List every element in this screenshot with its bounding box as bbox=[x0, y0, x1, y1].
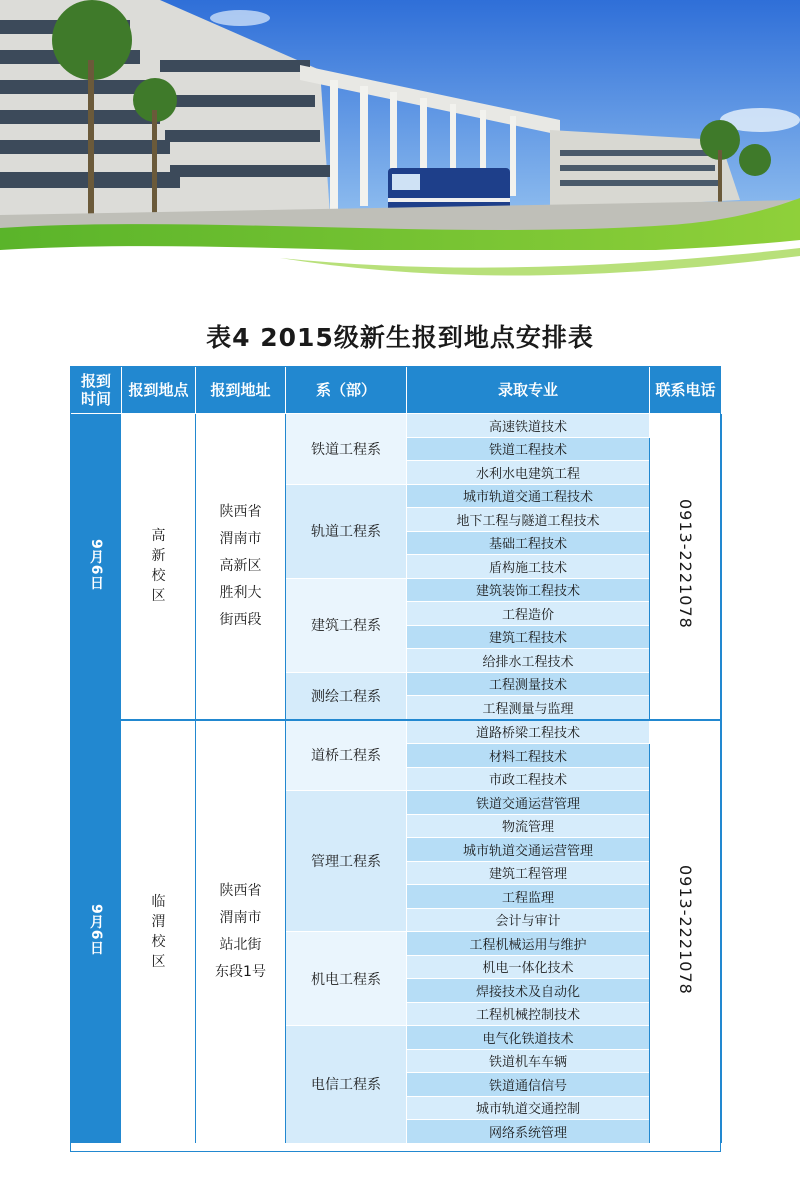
major-name: 市政工程技术 bbox=[407, 767, 650, 791]
major-name: 焊接技术及自动化 bbox=[407, 979, 650, 1003]
major-name: 城市轨道交通控制 bbox=[407, 1096, 650, 1120]
major-name: 物流管理 bbox=[407, 814, 650, 838]
department-name: 机电工程系 bbox=[286, 932, 407, 1026]
major-name: 城市轨道交通工程技术 bbox=[407, 484, 650, 508]
major-name: 工程监理 bbox=[407, 885, 650, 909]
department-name: 电信工程系 bbox=[286, 1026, 407, 1144]
contact-phone-cell bbox=[650, 414, 722, 720]
major-name: 地下工程与隧道工程技术 bbox=[407, 508, 650, 532]
major-name: 建筑装饰工程技术 bbox=[407, 578, 650, 602]
address-cell bbox=[196, 720, 286, 1144]
department-name: 铁道工程系 bbox=[286, 414, 407, 485]
major-name: 给排水工程技术 bbox=[407, 649, 650, 673]
major-name: 工程测量与监理 bbox=[407, 696, 650, 720]
department-name: 轨道工程系 bbox=[286, 484, 407, 578]
major-name: 材料工程技术 bbox=[407, 744, 650, 768]
department-name: 测绘工程系 bbox=[286, 672, 407, 720]
header-place: 报到地点 bbox=[122, 367, 196, 414]
major-name: 工程造价 bbox=[407, 602, 650, 626]
arrival-date: 9月6日 bbox=[88, 903, 104, 956]
major-name: 盾构施工技术 bbox=[407, 555, 650, 579]
major-name: 工程机械控制技术 bbox=[407, 1002, 650, 1026]
department-name: 道桥工程系 bbox=[286, 720, 407, 791]
contact-phone: 0913-2221078 bbox=[676, 499, 695, 630]
arrival-date-cell bbox=[71, 720, 122, 1144]
major-name: 铁道交通运营管理 bbox=[407, 791, 650, 815]
contact-phone: 0913-2221078 bbox=[676, 864, 695, 995]
header-time: 报到时间 bbox=[71, 367, 122, 414]
header-phone: 联系电话 bbox=[650, 367, 722, 414]
table-row bbox=[71, 414, 722, 438]
department-name: 管理工程系 bbox=[286, 791, 407, 932]
major-name: 工程机械运用与维护 bbox=[407, 932, 650, 956]
arrival-date-cell bbox=[71, 414, 122, 720]
campus-cell bbox=[122, 414, 196, 720]
major-name: 电气化铁道技术 bbox=[407, 1026, 650, 1050]
address-cell bbox=[196, 414, 286, 720]
campus-name: 高新校区 bbox=[151, 528, 166, 605]
campus-cell bbox=[122, 720, 196, 1144]
major-name: 会计与审计 bbox=[407, 908, 650, 932]
major-name: 建筑工程技术 bbox=[407, 625, 650, 649]
campus-address: 陕西省渭南市站北街东段1号 bbox=[215, 882, 266, 980]
campus-banner bbox=[0, 0, 800, 300]
campus-address: 陕西省渭南市高新区胜利大街西段 bbox=[219, 503, 262, 628]
department-name: 建筑工程系 bbox=[286, 578, 407, 672]
major-name: 建筑工程管理 bbox=[407, 861, 650, 885]
page-title: 表4 2015级新生报到地点安排表 bbox=[206, 323, 594, 352]
arrival-date: 9月6日 bbox=[88, 538, 104, 590]
major-name: 铁道工程技术 bbox=[407, 437, 650, 461]
table-header-row bbox=[71, 367, 722, 414]
major-name: 道路桥梁工程技术 bbox=[407, 720, 650, 744]
major-name: 水利水电建筑工程 bbox=[407, 461, 650, 485]
arrival-schedule-table bbox=[70, 366, 721, 1152]
header-department: 系（部） bbox=[286, 367, 407, 414]
header-major: 录取专业 bbox=[407, 367, 650, 414]
header-address: 报到地址 bbox=[196, 367, 286, 414]
table-row bbox=[71, 720, 722, 744]
major-name: 基础工程技术 bbox=[407, 531, 650, 555]
major-name: 高速铁道技术 bbox=[407, 414, 650, 438]
major-name: 工程测量技术 bbox=[407, 672, 650, 696]
campus-name: 临渭校区 bbox=[151, 893, 166, 970]
major-name: 网络系统管理 bbox=[407, 1120, 650, 1144]
major-name: 机电一体化技术 bbox=[407, 955, 650, 979]
major-name: 城市轨道交通运营管理 bbox=[407, 838, 650, 862]
major-name: 铁道通信信号 bbox=[407, 1073, 650, 1097]
campus-photo-illustration bbox=[0, 0, 800, 300]
major-name: 铁道机车车辆 bbox=[407, 1049, 650, 1073]
contact-phone-cell bbox=[650, 720, 722, 1144]
